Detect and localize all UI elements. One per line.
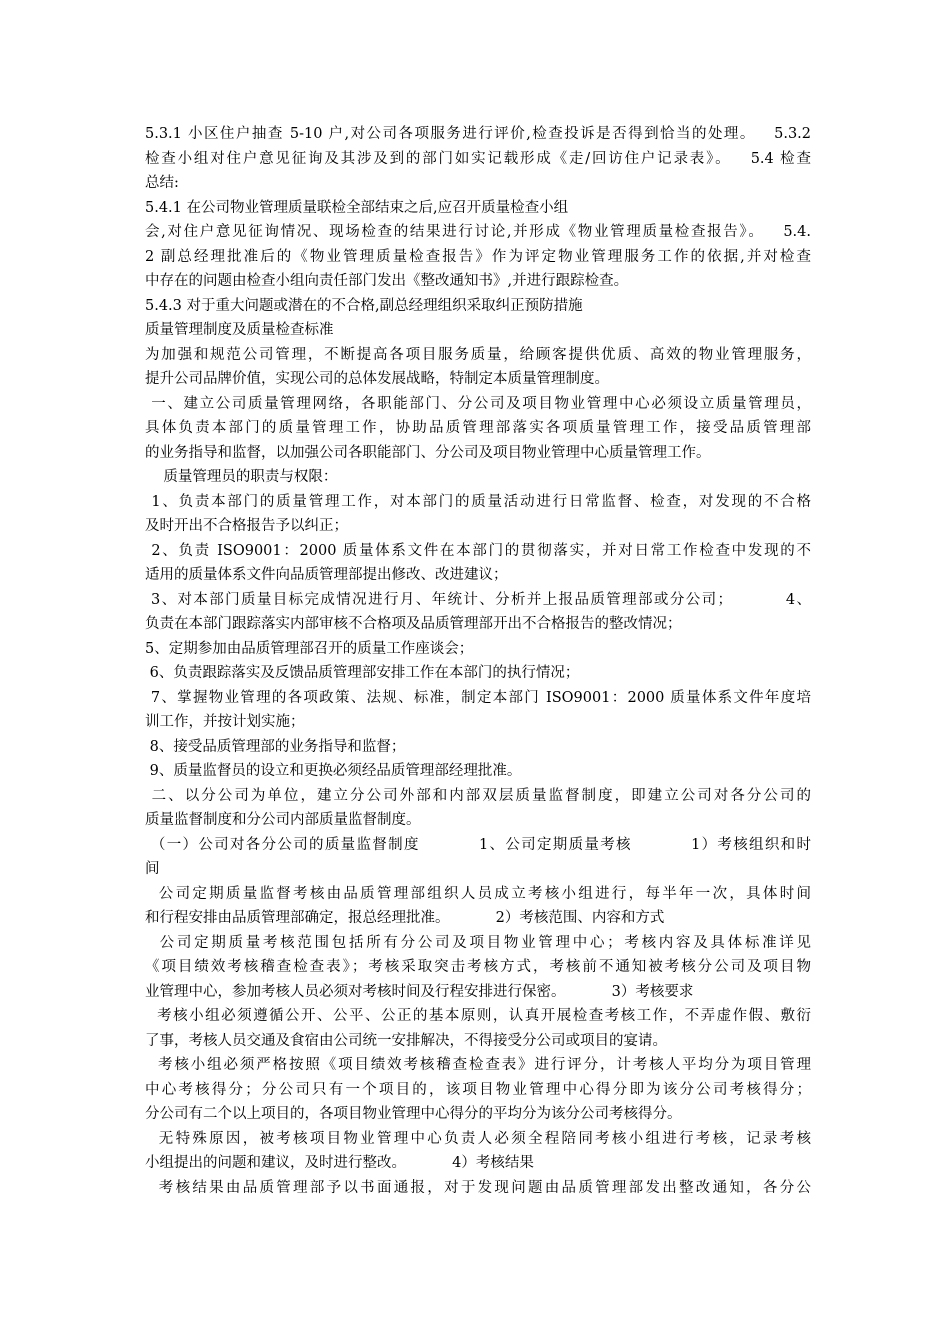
text-line: 考核小组必须遵循公开、公平、公正的基本原则，认真开展检查考核工作，不弄虚作假、敷衍 xyxy=(145,1008,811,1024)
text-line: 中心考核得分；分公司只有一个项目的，该项目物业管理中心得分即为该分公司考核得分； xyxy=(145,1081,811,1098)
text-line: 间 xyxy=(145,861,160,877)
text-line: 中存在的问题由检查小组向责任部门发出《整改通知书》,并进行跟踪检查。 xyxy=(145,273,629,289)
text-line: 质量监督制度和分公司内部质量监督制度。 xyxy=(145,812,421,828)
text-line: 负责在本部门跟踪落实内部审核不合格项及品质管理部开出不合格报告的整改情况； xyxy=(145,616,682,632)
text-line: 5.4.1 在公司物业管理质量联检全部结束之后,应召开质量检查小组 xyxy=(145,199,569,216)
text-line: 质量管理员的职责与权限： xyxy=(145,469,338,485)
text-line: 2、负责 ISO9001：2000 质量体系文件在本部门的贯彻落实，并对日常工作检查中发现的不 xyxy=(145,542,811,559)
text-line: 考核小组必须严格按照《项目绩效考核稽查检查表》进行评分，计考核人平均分为项目管理 xyxy=(145,1057,811,1073)
text-line: 5.4.3 对于重大问题或潜在的不合格,副总经理组织采取纠正预防措施 xyxy=(145,297,583,314)
text-line: 的业务指导和监督，以加强公司各职能部门、分公司及项目物业管理中心质量管理工作。 xyxy=(145,444,711,461)
text-line: 6、负责跟踪落实及反馈品质管理部安排工作在本部门的执行情况； xyxy=(145,665,580,681)
text-line: （一）公司对各分公司的质量监督制度 1、公司定期质量考核 1）考核组织和时 xyxy=(145,836,811,853)
text-line: 8、接受品质管理部的业务指导和监督； xyxy=(145,738,406,755)
text-line: 提升公司品牌价值，实现公司的总体发展战略，特制定本质量管理制度。 xyxy=(145,371,609,387)
text-line: 为加强和规范公司管理，不断提高各项目服务质量，给顾客提供优质、高效的物业管理服务， xyxy=(145,346,811,363)
text-line: 3、对本部门质量目标完成情况进行月、年统计、分析并上报品质管理部或分公司； 4、 xyxy=(145,591,811,608)
text-line: 二、以分公司为单位，建立分公司外部和内部双层质量监督制度，即建立公司对各分公司的 xyxy=(145,787,811,804)
text-line: 7、掌握物业管理的各项政策、法规、标准，制定本部门 ISO9001：2000 质量体系文件年度培 xyxy=(145,689,811,706)
text-line: 9、质量监督员的设立和更换必须经品质管理部经理批准。 xyxy=(145,763,522,779)
section-heading: 质量管理制度及质量检查标准 xyxy=(145,322,334,338)
text-line: 1、负责本部门的质量管理工作，对本部门的质量活动进行日常监督、检查，对发现的不合格 xyxy=(145,493,811,510)
text-line: 5、定期参加由品质管理部召开的质量工作座谈会； xyxy=(145,640,474,657)
text-line: 具体负责本部门的质量管理工作，协助品质管理部落实各项质量管理工作，接受品质管理部 xyxy=(145,420,811,436)
text-line: 《项目绩效考核稽查检查表》；考核采取突击考核方式，考核前不通知被考核分公司及项目物 xyxy=(145,959,811,975)
text-line: 无特殊原因，被考核项目物业管理中心负责人必须全程陪同考核小组进行考核，记录考核 xyxy=(145,1130,811,1147)
text-line: 和行程安排由品质管理部确定，报总经理批准。 2）考核范围、内容和方式 xyxy=(145,910,665,926)
text-line: 及时开出不合格报告予以纠正； xyxy=(145,518,348,534)
text-line: 检查小组对住户意见征询及其涉及到的部门如实记载形成《走/回访住户记录表》。 5.4 检查 xyxy=(145,150,811,167)
text-line: 一、建立公司质量管理网络，各职能部门、分公司及项目物业管理中心必须设立质量管理员， xyxy=(145,395,811,412)
text-line: 5.3.1 小区住户抽查 5-10 户,对公司各项服务进行评价,检查投诉是否得到恰当的处理。 5.3.2 xyxy=(145,126,811,142)
text-line: 会,对住户意见征询情况、现场检查的结果进行讨论,并形成《物业管理质量检查报告》。 5.4. xyxy=(145,224,811,240)
text-line: 考核结果由品质管理部予以书面通报，对于发现问题由品质管理部发出整改通知，各分公 xyxy=(145,1179,811,1196)
text-line: 公司定期质量监督考核由品质管理部组织人员成立考核小组进行，每半年一次，具体时间 xyxy=(145,885,811,902)
text-line: 业管理中心，参加考核人员必须对考核时间及行程安排进行保密。 3）考核要求 xyxy=(145,983,694,1000)
text-line: 分公司有二个以上项目的，各项目物业管理中心得分的平均分为该分公司考核得分。 xyxy=(145,1106,682,1122)
text-line: 公司定期质量考核范围包括所有分公司及项目物业管理中心；考核内容及具体标准详见 xyxy=(145,934,811,951)
text-line: 2 副总经理批准后的《物业管理质量检查报告》作为评定物业管理服务工作的依据,并对检查 xyxy=(145,248,811,265)
text-line: 了事，考核人员交通及食宿由公司统一安排解决，不得接受分公司或项目的宴请。 xyxy=(145,1032,667,1049)
document-body xyxy=(145,122,811,1200)
text-line: 适用的质量体系文件向品质管理部提出修改、改进建议； xyxy=(145,567,508,583)
text-line: 总结: xyxy=(145,175,179,191)
text-line: 训工作，并按计划实施； xyxy=(145,714,305,730)
text-line: 小组提出的问题和建议，及时进行整改。 4）考核结果 xyxy=(145,1155,534,1171)
